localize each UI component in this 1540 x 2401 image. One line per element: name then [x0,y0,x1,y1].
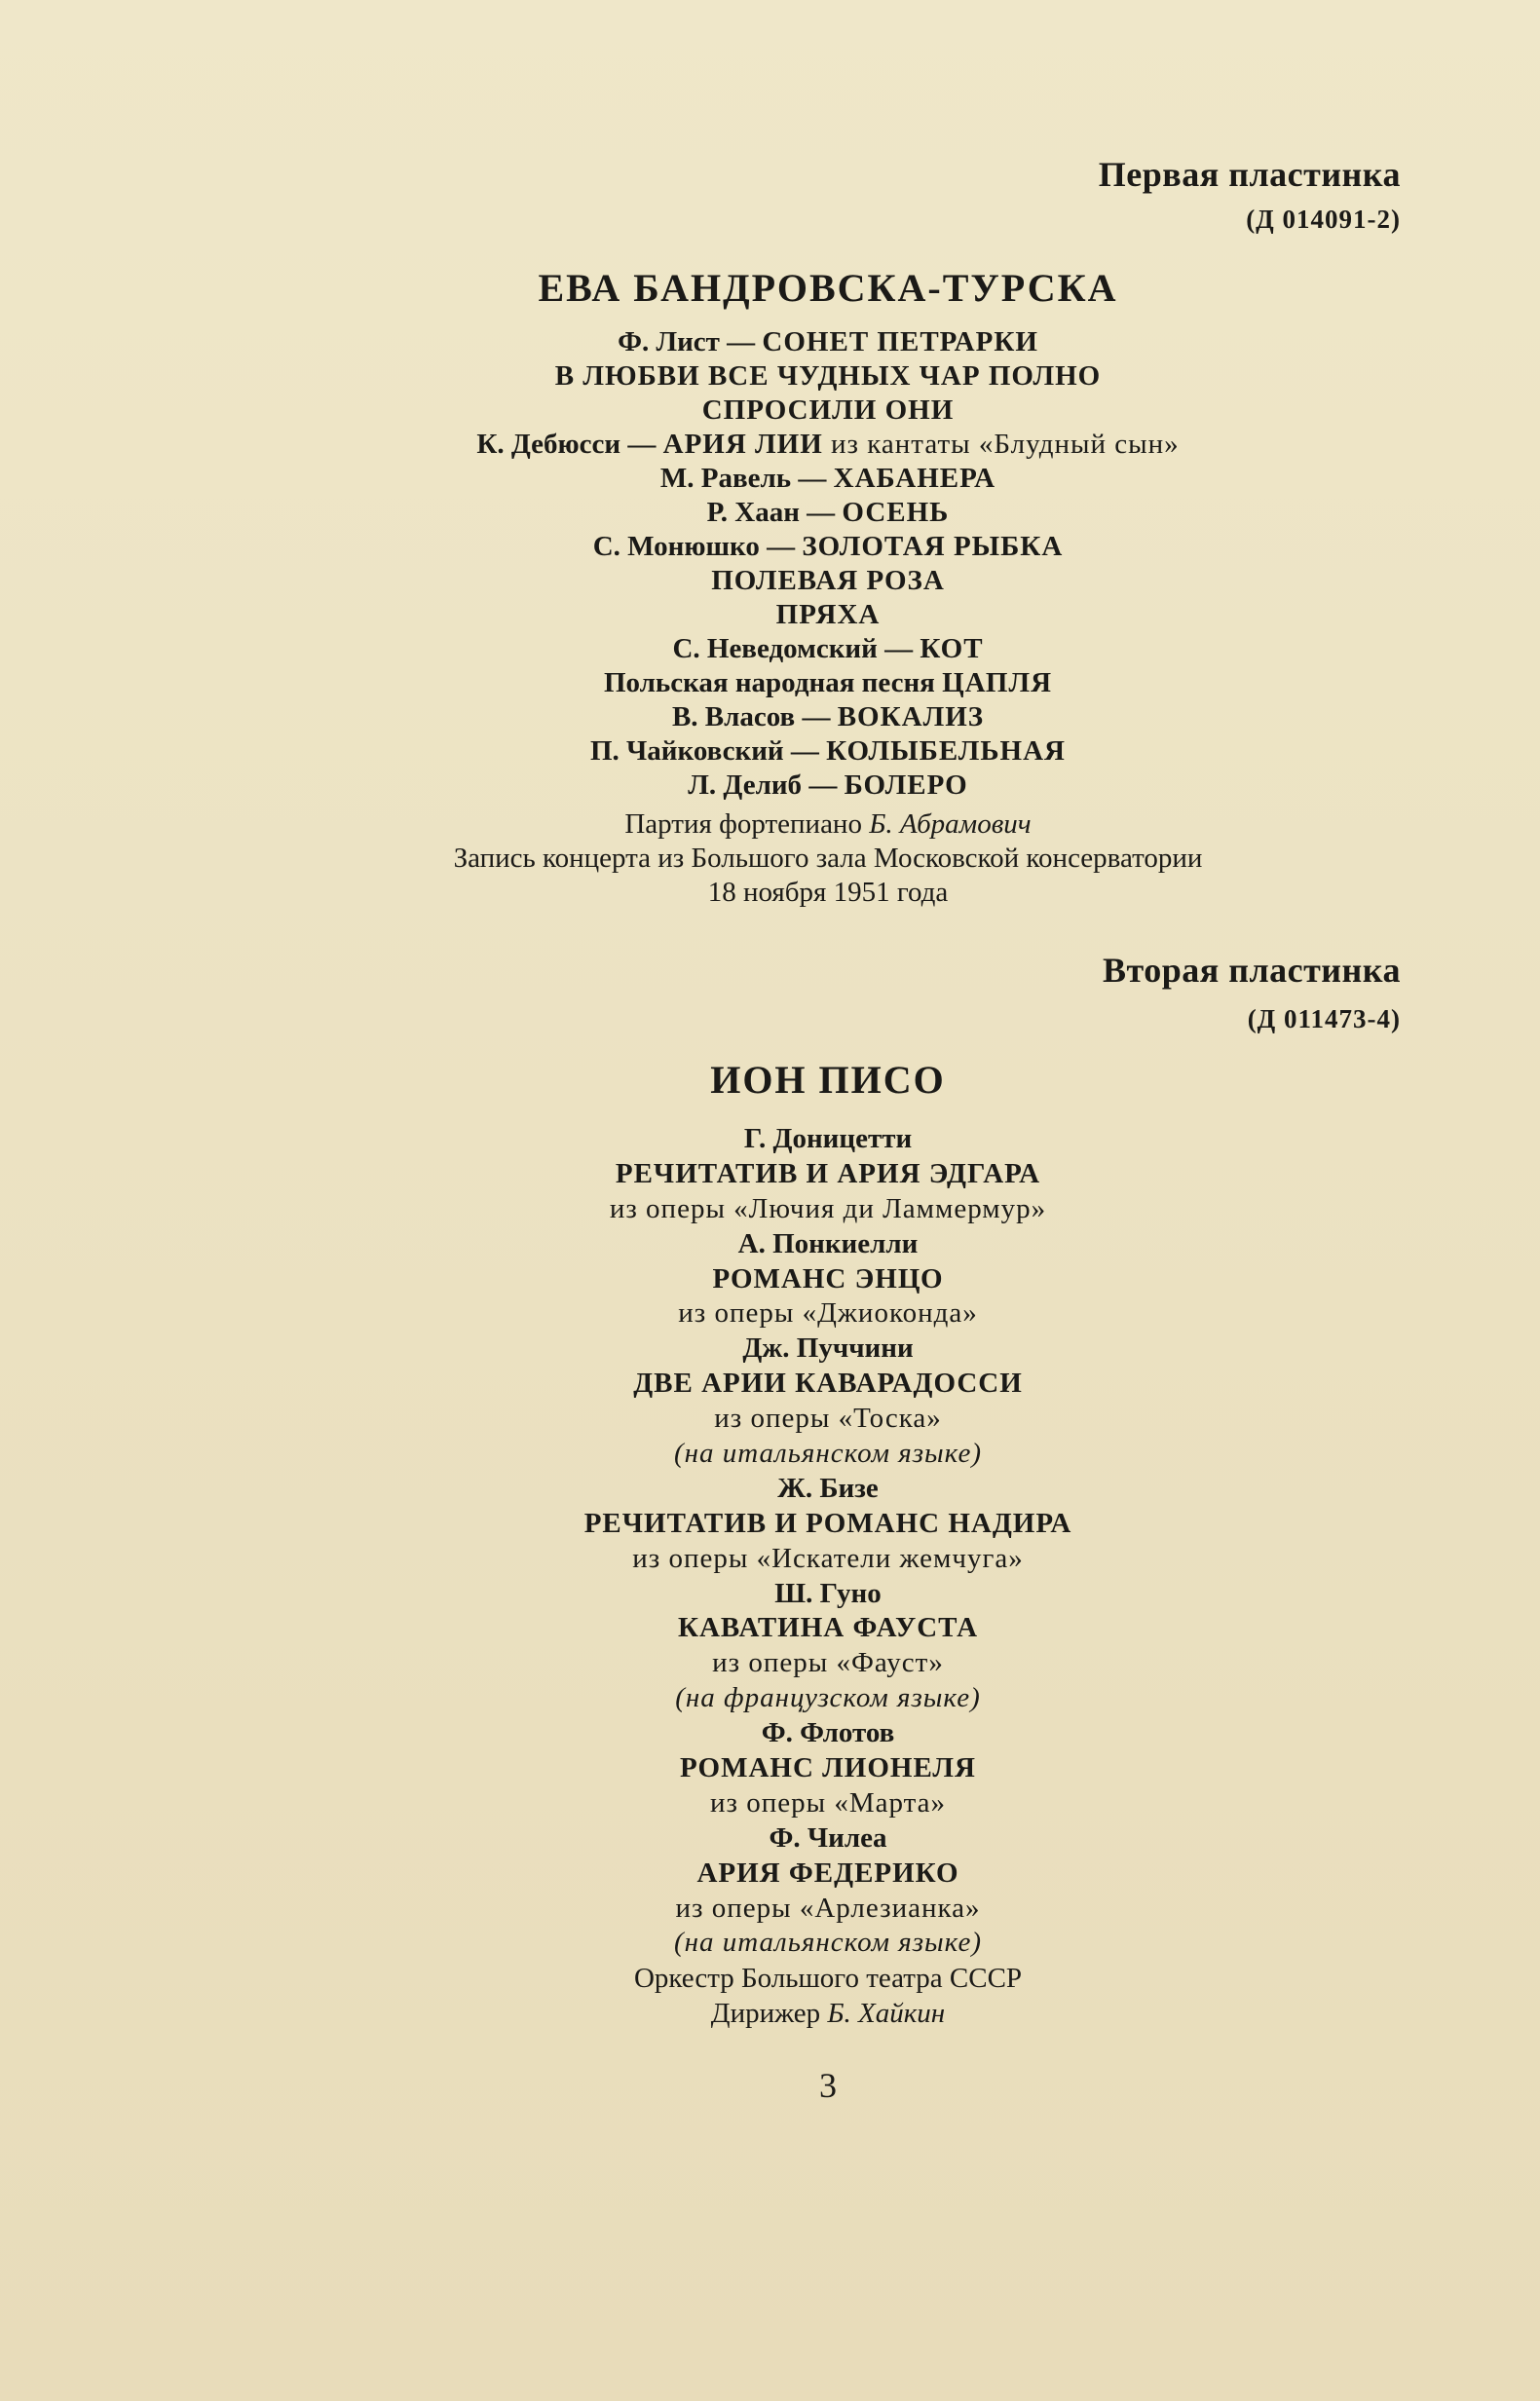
track-line [0,632,1540,666]
work-source: из оперы «Марта» [709,1786,947,1819]
piano-credit: Партия фортепиано Б. Абрамович [624,808,1032,840]
orchestra-credit: Оркестр Большого театра СССР [633,1963,1023,1994]
language-note: (на итальянском языке) [673,1927,983,1959]
track-line [0,325,1540,359]
composer-name: Л. Делиб [688,769,803,801]
composer-name: Ф. Чилеа [769,1821,887,1854]
work-title: РЕЧИТАТИВ И РОМАНС НАДИРА [583,1507,1072,1539]
work-source: из оперы «Искатели жемчуга» [632,1542,1024,1574]
work-title: АРИЯ ЛИИ [662,429,823,460]
composer-name: А. Понкиелли [737,1227,919,1259]
work-source: из оперы «Арлезианка» [675,1892,981,1924]
record2-title: Вторая пластинка [1102,951,1401,990]
track-line [0,496,1540,530]
work-source: из кантаты «Блудный сын» [822,429,1180,460]
dash-separator: — [759,531,803,562]
track-line [0,769,1540,803]
record1-credits [0,807,1540,910]
work-title: ДВЕ АРИИ КАВАРАДОССИ [633,1368,1023,1400]
work-title: КАВАТИНА ФАУСТА [677,1612,979,1644]
conductor-name: Б. Хайкин [827,1997,946,2029]
work-title: КОЛЫБЕЛЬНАЯ [826,735,1067,767]
track-line [0,462,1540,496]
work-title: БОЛЕРО [844,769,968,801]
work-title: СОНЕТ ПЕТРАРКИ [762,326,1038,357]
composer-name: Ж. Бизе [777,1472,879,1504]
work-title: ХАБАНЕРА [833,463,996,494]
record1-code: (Д 014091-2) [1246,205,1401,234]
work-title: РОМАНС ЭНЦО [712,1262,944,1294]
work-title: ВОКАЛИЗ [837,701,985,732]
composer-name: Дж. Пуччини [742,1332,914,1365]
composer-name: Польская народная песня [603,667,935,698]
page-number: 3 [819,2066,837,2105]
track-line [0,598,1540,632]
work-title: РЕЧИТАТИВ И АРИЯ ЭДГАРА [615,1157,1041,1189]
composer-name: Г. Доницетти [743,1123,913,1154]
record2-program [0,1122,1540,1961]
work-source: из оперы «Джиоконда» [678,1297,978,1330]
composer-name: Р. Хаан [706,497,800,528]
dash-separator: — [802,769,845,801]
work-title: ЗОЛОТАЯ РЫБКА [802,531,1064,562]
work-title: КОТ [920,633,984,664]
work-title: ПОЛЕВАЯ РОЗА [711,565,945,596]
work-source: из оперы «Лючия ди Ламмермур» [609,1192,1047,1224]
work-title: ОСЕНЬ [842,497,950,528]
work-title: РОМАНС ЛИОНЕЛЯ [680,1752,976,1784]
recording-date: 18 ноября 1951 года [707,877,949,908]
record2-code: (Д 011473-4) [1247,1004,1401,1033]
dash-separator: — [620,429,663,460]
work-title: СПРОСИЛИ ОНИ [701,394,955,426]
composer-name: Ф. Лист [618,326,720,357]
record2-artist: ИОН ПИСО [710,1058,946,1102]
record1-title: Первая пластинка [1098,155,1401,194]
work-source: из оперы «Тоска» [714,1403,942,1435]
composer-name: В. Власов [671,701,796,732]
dash-separator: — [791,463,834,494]
track-line [0,700,1540,734]
composer-name: С. Неведомский [672,633,878,664]
composer-name: С. Монюшко [592,531,760,562]
work-title: АРИЯ ФЕДЕРИКО [696,1857,959,1889]
dash-separator: — [795,701,838,732]
composer-name: Ш. Гуно [774,1577,882,1609]
recording-note: Запись концерта из Большого зала Московской консерватории [453,843,1203,874]
conductor-credit: Дирижер Б. Хайкин [710,1997,946,2029]
composer-name: М. Равель [659,463,792,494]
language-note: (на итальянском языке) [673,1438,983,1470]
pianist-name: Б. Абрамович [869,808,1032,840]
work-source: из оперы «Фауст» [712,1647,944,1679]
track-line [0,530,1540,564]
dash-separator: — [783,735,827,767]
dash-separator: — [799,497,843,528]
work-title: В ЛЮБВИ ВСЕ ЧУДНЫХ ЧАР ПОЛНО [554,360,1102,392]
track-line [0,734,1540,769]
work-title: ЦАПЛЯ [942,667,1053,698]
language-note: (на французском языке) [675,1682,981,1714]
record1-track-list [0,325,1540,803]
record2-credits [0,1962,1540,2032]
track-line [0,359,1540,394]
record1-artist: ЕВА БАНДРОВСКА-ТУРСКА [538,266,1118,310]
composer-name: П. Чайковский [589,735,784,767]
composer-name: Ф. Флотов [761,1717,895,1749]
track-line [0,666,1540,700]
track-line [0,564,1540,598]
dash-separator: — [719,326,763,357]
track-line [0,428,1540,462]
work-title: ПРЯХА [775,599,881,630]
track-line [0,394,1540,428]
composer-name: К. Дебюсси [476,429,621,460]
dash-separator: — [877,633,920,664]
